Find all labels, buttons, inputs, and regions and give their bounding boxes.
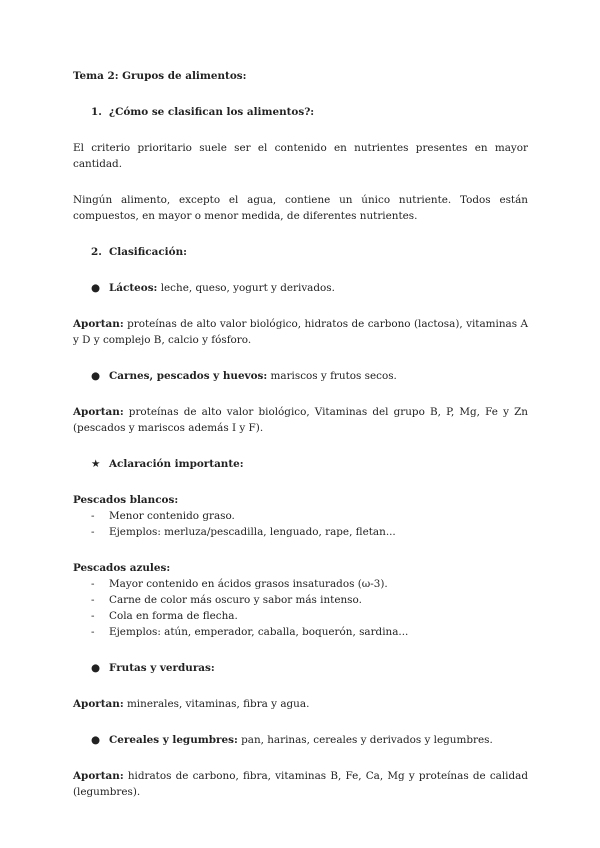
lacteos-text: leche, queso, yogurt y derivados. <box>157 282 335 294</box>
cereales-aportan <box>73 768 528 800</box>
dash-icon: - <box>91 594 95 606</box>
aportan-text: minerales, vitaminas, fibra y agua. <box>123 698 310 710</box>
aportan-label: Aportan: <box>73 698 124 710</box>
aclaracion-heading <box>91 456 528 472</box>
bullet-cereales <box>91 732 528 748</box>
carnes-text: mariscos y frutos secos. <box>267 370 397 382</box>
list-item: - Cola en forma de flecha. <box>91 610 238 622</box>
aclaracion-text: Aclaración importante: <box>109 458 244 470</box>
carnes-aportan <box>73 404 528 436</box>
bullet-icon: ● <box>91 662 101 674</box>
aportan-text: hidratos de carbono, fibra, vitaminas B, Fe, Ca, Mg y proteínas de calidad (legumbres). <box>73 770 528 798</box>
dash-icon: - <box>91 510 95 522</box>
aportan-text: proteínas de alto valor biológico, hidratos de carbono (lactosa), vitaminas A y D y complejo B, calcio y fósforo. <box>73 318 528 346</box>
bullet-icon: ● <box>91 734 101 746</box>
aportan-label: Aportan: <box>73 406 124 418</box>
list-item: - Mayor contenido en ácidos grasos insaturados (ω-3). <box>91 578 388 590</box>
dash-icon: - <box>91 526 95 538</box>
section-2-text: Clasificación: <box>109 246 187 258</box>
pescados-blancos-list <box>73 508 528 540</box>
carnes-label: Carnes, pescados y huevos: <box>109 370 268 382</box>
paragraph-criterio: El criterio prioritario suele ser el contenido en nutrientes presentes en mayor cantidad. <box>73 142 528 170</box>
bullet-frutas <box>91 660 528 676</box>
bullet-icon: ● <box>91 370 101 382</box>
list-item: - Menor contenido graso. <box>91 510 235 522</box>
bullet-icon: ● <box>91 282 101 294</box>
document-content <box>73 68 528 820</box>
aportan-label: Aportan: <box>73 318 124 330</box>
frutas-label: Frutas y verduras: <box>109 662 215 674</box>
aportan-label: Aportan: <box>73 770 124 782</box>
section-1-heading <box>91 104 528 120</box>
section-1-number: 1. <box>91 106 102 118</box>
section-2-heading <box>91 244 528 260</box>
page-title: Tema 2: Grupos de alimentos: <box>73 70 247 82</box>
dash-icon: - <box>91 610 95 622</box>
bullet-lacteos <box>91 280 528 296</box>
dash-icon: - <box>91 626 95 638</box>
section-2-number: 2. <box>91 246 102 258</box>
aportan-text: proteínas de alto valor biológico, Vitaminas del grupo B, P, Mg, Fe y Zn (pescados y mariscos además I y F). <box>73 406 528 434</box>
section-1-text: ¿Cómo se clasifican los alimentos?: <box>109 106 315 118</box>
frutas-aportan <box>73 696 528 712</box>
dash-icon: - <box>91 578 95 590</box>
bullet-carnes <box>91 368 528 384</box>
list-item: - Carne de color más oscuro y sabor más intenso. <box>91 594 362 606</box>
cereales-text: pan, harinas, cereales y derivados y legumbres. <box>237 734 493 746</box>
pescados-azules-list <box>73 576 528 640</box>
list-item: - Ejemplos: merluza/pescadilla, lenguado, rape, fletan... <box>91 526 396 538</box>
cereales-label: Cereales y legumbres: <box>109 734 238 746</box>
paragraph-nutrientes: Ningún alimento, excepto el agua, contiene un único nutriente. Todos están compuestos, en mayor o menor medida, de diferentes nutrientes. <box>73 194 528 222</box>
lacteos-label: Lácteos: <box>109 282 158 294</box>
star-icon: ★ <box>91 458 101 470</box>
pescados-blancos-title: Pescados blancos: <box>73 494 179 506</box>
pescados-azules-title: Pescados azules: <box>73 562 171 574</box>
lacteos-aportan <box>73 316 528 348</box>
list-item: - Ejemplos: atún, emperador, caballa, boquerón, sardina... <box>91 626 409 638</box>
